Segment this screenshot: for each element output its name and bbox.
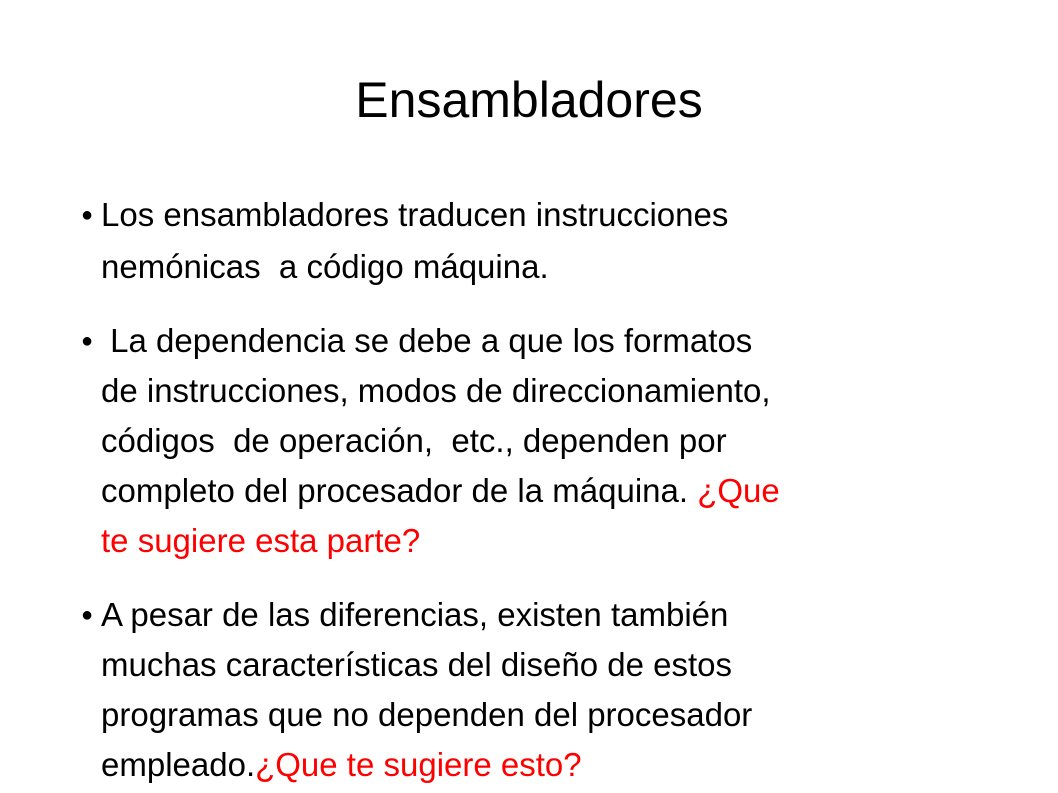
bullet-2-question-end: te sugiere esta parte? (101, 522, 421, 559)
bullet-3-line-1: A pesar de las diferencias, existen también (101, 596, 729, 633)
bullet-3-line-4-text: empleado. (101, 746, 256, 783)
bullet-3-question: ¿Que te sugiere esto? (255, 746, 582, 783)
bullet-dot-icon: ● (81, 604, 94, 626)
bullet-3-line-4 (101, 745, 1021, 785)
bullet-3-line-3: programas que no dependen del procesador (101, 696, 753, 733)
bullet-2-line-1: La dependencia se debe a que los formatos (101, 322, 753, 359)
bullet-2-line-4 (101, 471, 1021, 511)
bullet-dot-icon: ● (81, 330, 94, 352)
bullet-1-line-2: nemónicas a código máquina. (101, 248, 549, 285)
bullet-2-question-start: ¿Que (697, 472, 780, 509)
slide-title: Ensambladores (355, 72, 703, 128)
bullet-dot-icon: ● (81, 204, 94, 226)
bullet-2-line-3: códigos de operación, etc., dependen por (101, 422, 727, 459)
bullet-1-line-1: Los ensambladores traducen instrucciones (101, 196, 729, 233)
bullet-3-line-2: muchas características del diseño de estos (101, 646, 732, 683)
bullet-2-line-4-text: completo del procesador de la máquina. (101, 472, 698, 509)
bullet-2-line-2: de instrucciones, modos de direccionamiento, (101, 372, 771, 409)
